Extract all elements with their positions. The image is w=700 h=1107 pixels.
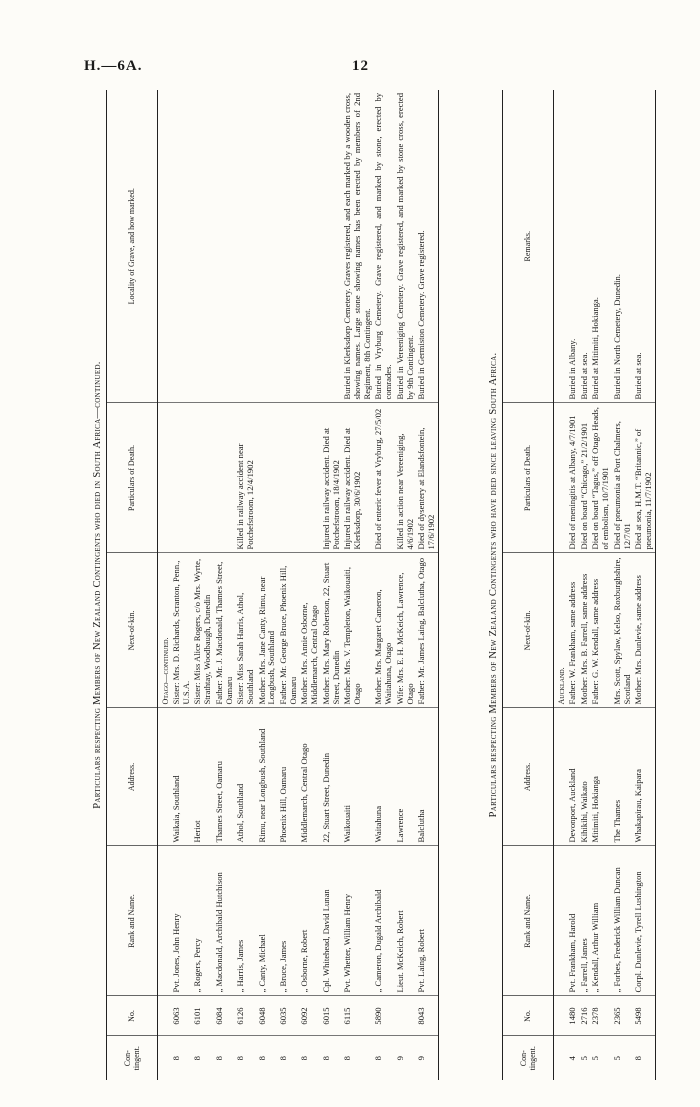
empty-cell — [158, 90, 172, 403]
next-of-kin-cell: Father: Mr. George Bruce, Phoenix Hill, Oamaru — [278, 553, 299, 708]
contingent-cell: 5 — [590, 1056, 601, 1061]
number-cell: 5498 — [633, 996, 655, 1036]
death-particulars-cell — [299, 403, 320, 553]
rank-name-cell: „ Macdonald, Archibald Hutchison — [214, 846, 235, 996]
address-cell: Whakapirau, Kaipara — [633, 708, 655, 846]
contingent-cell: 8 — [235, 1056, 246, 1061]
next-of-kin-cell: Sister: Miss Alice Rogers, c/o Mrs. Wyrte, Strathtay, Woodbaugh, Dunedin — [192, 553, 213, 708]
table-row — [235, 90, 256, 1080]
rank-name-cell: „ Osborne, Robert — [299, 846, 320, 996]
page-number: 12 — [352, 58, 369, 74]
header-address: Address. — [503, 708, 554, 846]
address-cell: Lawrence — [395, 708, 416, 846]
locality-of-grave-cell: Buried in Germiston Cemetery. Grave registered. — [416, 90, 438, 403]
death-particulars-cell: Died on board “Chicago,” 21/2/1901 — [579, 403, 591, 553]
contingent-cell: 8 — [299, 1056, 310, 1061]
deaths-in-south-africa-table — [106, 90, 439, 1080]
death-particulars-cell: Killed in railway accident near Potchefstroom, 12/4/1902 — [235, 403, 256, 553]
number-cell: 6115 — [342, 996, 373, 1036]
locality-of-grave-cell: Buried in Vryburg Cemetery. Grave registered, and marked by stone, erected by comrades. — [373, 90, 394, 403]
table-row — [214, 90, 235, 1080]
empty-cell — [554, 1036, 568, 1080]
locality-of-grave-cell — [321, 90, 342, 403]
locality-of-grave-cell — [299, 90, 320, 403]
death-particulars-cell: Died of meningitis at Albany, 4/7/1901 — [567, 403, 579, 553]
empty-cell — [554, 403, 568, 553]
next-of-kin-cell: Father: Mr. James Laing, Balclutha, Otago — [416, 553, 438, 708]
header-contingent: Con-tingent. — [107, 1036, 158, 1080]
address-cell: Devonport, Auckland — [567, 708, 579, 846]
number-cell: 6084 — [214, 996, 235, 1036]
empty-cell — [158, 1036, 172, 1080]
header-rank-and-name: Rank and Name. — [503, 846, 554, 996]
rank-name-cell: „ Bruce, James — [278, 846, 299, 996]
table-row — [633, 90, 655, 1080]
remarks-cell: Buried in Albany. — [567, 90, 579, 403]
contingent-cell: 8 — [320, 1056, 331, 1061]
number-cell: 8043 — [416, 996, 438, 1036]
locality-of-grave-cell — [278, 90, 299, 403]
rank-name-cell: Cpl. Whitehead, David Lunan — [321, 846, 342, 996]
rank-name-cell: Lieut. McKeich, Robert — [395, 846, 416, 996]
address-cell: Heriot — [192, 708, 213, 846]
empty-cell — [158, 708, 172, 846]
address-cell: Waitahuna — [373, 708, 394, 846]
header-address: Address. — [107, 708, 158, 846]
rank-name-cell: „ Harris, James — [235, 846, 256, 996]
next-of-kin-cell: Mother: Mrs. Dunlevie, same address — [633, 553, 655, 708]
next-of-kin-cell: Mother: Mrs. Margaret Cameron, Waitahuna, Otago — [373, 553, 394, 708]
table-row — [395, 90, 416, 1080]
death-particulars-cell — [171, 403, 192, 553]
death-particulars-cell: Killed in action near Vereeniging, 4/6/1902 — [395, 403, 416, 553]
contingent-cell: 9 — [394, 1056, 405, 1061]
next-of-kin-cell: Wife: Mrs. E. H. McKeich, Lawrence, Otago — [395, 553, 416, 708]
remarks-cell: Buried in North Cemetery, Dunedin. — [612, 90, 633, 403]
contingent-cell: 8 — [633, 1036, 655, 1080]
number-cell: 6101 — [192, 996, 213, 1036]
locality-of-grave-cell: Buried in Klerksdorp Cemetery. Graves registered, and each marked by a wooden cross, showing names. Large stone showing names has been erected by members of 2nd Regiment, 8th Contingent. — [342, 90, 373, 403]
number-cell: 6035 — [278, 996, 299, 1036]
contingent-cell: 5 — [611, 1056, 622, 1061]
header-next-of-kin: Next-of-kin. — [503, 553, 554, 708]
rank-name-cell: Pvt. Whetter, William Henry — [342, 846, 373, 996]
remarks-cell: Buried at Mitimiti, Hokianga. — [590, 90, 611, 403]
locality-of-grave-cell — [214, 90, 235, 403]
contingent-cell: 5 — [578, 1056, 589, 1061]
contingent-cell: 8 — [278, 1056, 289, 1061]
address-cell: Mitimiti, Hokianga — [590, 708, 611, 846]
empty-cell — [158, 403, 172, 553]
remarks-cell: Buried at sea. — [633, 90, 655, 403]
table-row — [590, 90, 611, 1080]
locality-of-grave-cell: Buried in Vereeniging Cemetery. Grave registered, and marked by stone cross, erected by 9th Contingent. — [395, 90, 416, 403]
empty-cell — [554, 708, 568, 846]
contingent-cell: 8 — [342, 1056, 353, 1061]
address-cell: Rimu, near Longbush, Southland — [257, 708, 278, 846]
table-row — [567, 90, 579, 1080]
next-of-kin-cell: Mother: Mrs. Jane Canty, Rimu, near Longbush, Southland — [257, 553, 278, 708]
death-particulars-cell: Died of dysentery at Elandsfontein, 17/6/1902 — [416, 403, 438, 553]
address-cell: Middlemarch, Central Otago — [299, 708, 320, 846]
deaths-after-leaving-table — [502, 90, 656, 1080]
table1-header-row — [107, 90, 158, 1080]
empty-cell — [554, 90, 568, 403]
header-contingent: Con-tingent. — [503, 1036, 554, 1080]
rank-name-cell: „ Forbes, Frederick William Duncan — [612, 846, 633, 996]
province-subheading-row — [554, 90, 568, 1080]
rotated-page-content — [90, 90, 665, 1080]
header-next-of-kin: Next-of-kin. — [107, 553, 158, 708]
next-of-kin-cell: Father: W. Frankham, same address — [567, 553, 579, 708]
death-particulars-cell: Died of enteric fever at Vryburg, 27/5/02 — [373, 403, 394, 553]
rank-name-cell: „ Farrell, James — [579, 846, 591, 996]
table-row — [579, 90, 591, 1080]
empty-cell — [158, 846, 172, 996]
header-number: No. — [107, 996, 158, 1036]
header-remarks: Remarks. — [503, 90, 554, 403]
remarks-cell: Buried at sea. — [579, 90, 591, 403]
address-cell: Waikouaiti — [342, 708, 373, 846]
next-of-kin-cell: Sister: Mrs. D. Richards, Scranton, Penn., U.S.A. — [171, 553, 192, 708]
rank-name-cell: „ Cameron, Dugald Archibald — [373, 846, 394, 996]
next-of-kin-cell: Father: G. W. Kendall, same address — [590, 553, 611, 708]
contingent-cell: 8 — [373, 1056, 384, 1061]
next-of-kin-cell: Mrs. Scott, Spylaw, Kelso, Roxburghshire, Scotland — [612, 553, 633, 708]
table-row — [416, 90, 438, 1080]
death-particulars-cell — [278, 403, 299, 553]
address-cell: Waikaia, Southland — [171, 708, 192, 846]
table-row — [373, 90, 394, 1080]
death-particulars-cell: Died of pneumonia at Port Chalmers, 12/7/01 — [612, 403, 633, 553]
table-row — [299, 90, 320, 1080]
contingent-cell: 9 — [416, 1036, 438, 1080]
address-cell: Thames Street, Oamaru — [214, 708, 235, 846]
death-particulars-cell — [192, 403, 213, 553]
number-cell: 2365 — [612, 996, 633, 1036]
next-of-kin-cell: Mother: Mrs. Annie Osborne, Middlemarch, Central Otago — [299, 553, 320, 708]
number-cell: 6048 — [257, 996, 278, 1036]
number-cell: 6126 — [235, 996, 256, 1036]
number-cell: 2716 — [579, 996, 591, 1036]
table-row — [171, 90, 192, 1080]
number-cell: 6015 — [321, 996, 342, 1036]
contingent-cell: 8 — [213, 1056, 224, 1061]
header-number: No. — [503, 996, 554, 1036]
locality-of-grave-cell — [192, 90, 213, 403]
death-particulars-cell: Injured in railway accident. Died at Klerksdorp, 30/6/1902 — [342, 403, 373, 553]
contingent-cell: 8 — [171, 1056, 182, 1061]
number-cell: 6063 — [171, 996, 192, 1036]
table2-title: Particulars respecting Members of New Zealand Contingents who have died since leaving South Africa. — [488, 352, 499, 818]
contingent-cell: 8 — [192, 1056, 203, 1061]
number-cell: 6092 — [299, 996, 320, 1036]
empty-cell — [158, 996, 172, 1036]
next-of-kin-cell: Mother: Mrs. B. Farrell, same address — [579, 553, 591, 708]
address-cell: The Thames — [612, 708, 633, 846]
locality-of-grave-cell — [257, 90, 278, 403]
next-of-kin-cell: Father: Mr. J. Macdonald, Thames Street, Oamaru — [214, 553, 235, 708]
contingent-cell: 8 — [256, 1056, 267, 1061]
rank-name-cell: Pvt. Laing, Robert — [416, 846, 438, 996]
table-row — [192, 90, 213, 1080]
header-locality-of-grave: Locality of Grave, and how marked. — [107, 90, 158, 403]
header-rank-and-name: Rank and Name. — [107, 846, 158, 996]
rank-name-cell: Pvt. Frankham, Harold — [567, 846, 579, 996]
number-cell: 2378 — [590, 996, 611, 1036]
province-subheading-row — [158, 90, 172, 1080]
address-cell: Kihikihi, Waikato — [579, 708, 591, 846]
rank-name-cell: „ Rogers, Percy — [192, 846, 213, 996]
rank-name-cell: „ Kendall, Arthur William — [590, 846, 611, 996]
province-subheading: Otago—continued. — [158, 553, 172, 708]
death-particulars-cell: Died on board “Tagus,” off Otago Heads, of embolism, 10/7/1901 — [590, 403, 611, 553]
address-cell: Phoenix Hill, Oamaru — [278, 708, 299, 846]
contingent-cell: 4 — [567, 1056, 578, 1061]
address-cell: 22, Stuart Street, Dunedin — [321, 708, 342, 846]
province-subheading: Auckland. — [554, 553, 568, 708]
death-particulars-cell: Injured in railway accident. Died at Potchefstroom, 18/4/1902 — [321, 403, 342, 553]
rank-name-cell: Corpl. Dunlevie, Tyrell Lushington — [633, 846, 655, 996]
number-cell: 1480 — [567, 996, 579, 1036]
death-particulars-cell — [214, 403, 235, 553]
death-particulars-cell: Died at sea, H.M.T. “Britannic,” of pneumonia, 11/7/1902 — [633, 403, 655, 553]
address-cell: Athol, Southland — [235, 708, 256, 846]
header-particulars-of-death: Particulars of Death. — [107, 403, 158, 553]
number-cell — [395, 996, 416, 1036]
page-header-left: H.—6A. — [84, 58, 143, 74]
locality-of-grave-cell — [235, 90, 256, 403]
rank-name-cell: Pvt. Jones, John Henry — [171, 846, 192, 996]
header-particulars-of-death: Particulars of Death. — [503, 403, 554, 553]
table-row — [612, 90, 633, 1080]
next-of-kin-cell: Sister: Miss Sarah Harris, Athol, Southland — [235, 553, 256, 708]
address-cell: Balclutha — [416, 708, 438, 846]
table-row — [278, 90, 299, 1080]
table-row — [342, 90, 373, 1080]
table2-header-row — [503, 90, 554, 1080]
empty-cell — [554, 846, 568, 996]
locality-of-grave-cell — [171, 90, 192, 403]
number-cell: 5890 — [373, 996, 394, 1036]
table1-title: Particulars respecting Members of New Zealand Contingents who died in South Africa—continued. — [92, 361, 103, 809]
next-of-kin-cell: Mother: Mrs. V. Templeton, Waikouaiti, Otago — [342, 553, 373, 708]
table-row — [257, 90, 278, 1080]
next-of-kin-cell: Mother: Mrs. Mary Robertson, 22, Stuart Street, Dunedin — [321, 553, 342, 708]
table-row — [321, 90, 342, 1080]
rank-name-cell: „ Canty, Michael — [257, 846, 278, 996]
empty-cell — [554, 996, 568, 1036]
death-particulars-cell — [257, 403, 278, 553]
